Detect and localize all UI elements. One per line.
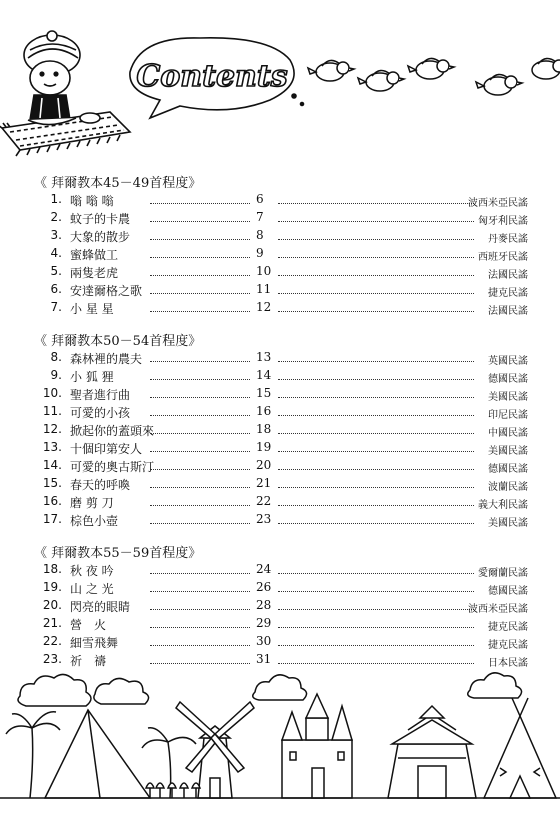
cloud-icon (253, 675, 307, 700)
item-number: 2. (50, 210, 62, 224)
item-number: 8. (50, 350, 62, 364)
toc-row (0, 580, 560, 598)
leader-dots (278, 591, 474, 592)
footer-illustration (0, 668, 560, 814)
bird-icon (358, 70, 404, 91)
toc-row (0, 228, 560, 246)
item-number: 1. (50, 192, 62, 206)
item-page: 21 (256, 476, 272, 490)
bird-icon (408, 58, 454, 79)
leader-dots (150, 505, 250, 506)
item-title: 棕色小壺 (70, 514, 119, 528)
item-title: 營 火 (70, 618, 107, 632)
item-origin: 西班牙民謠 (478, 252, 528, 263)
item-origin: 德國民謠 (488, 374, 528, 385)
toc-row (0, 422, 560, 440)
toc-row (0, 404, 560, 422)
leader-dots (150, 663, 250, 664)
item-origin: 德國民謠 (488, 464, 528, 475)
item-origin: 波西米亞民謠 (468, 198, 528, 209)
item-origin: 印尼民謠 (488, 410, 528, 421)
leader-dots (278, 469, 474, 470)
item-page: 30 (256, 634, 272, 648)
toc-row (0, 616, 560, 634)
toc-row (0, 368, 560, 386)
item-origin: 捷克民謠 (488, 288, 528, 299)
item-number: 4. (50, 246, 62, 260)
leader-dots (278, 397, 474, 398)
leader-dots (278, 451, 474, 452)
item-page: 23 (256, 512, 272, 526)
item-origin: 捷克民謠 (488, 622, 528, 633)
toc-row (0, 494, 560, 512)
leader-dots (278, 487, 474, 488)
item-page: 7 (256, 210, 264, 224)
bird-icon (532, 58, 560, 79)
item-page: 24 (256, 562, 272, 576)
item-title: 春天的呼喚 (70, 478, 131, 492)
leader-dots (150, 433, 250, 434)
toc-row (0, 300, 560, 318)
item-title: 嗡 嗡 嗡 (70, 194, 114, 208)
leader-dots (278, 275, 474, 276)
toc-row (0, 350, 560, 368)
teepee-icon (484, 698, 556, 798)
leader-dots (150, 487, 250, 488)
leader-dots (150, 523, 250, 524)
item-title: 細雪飛舞 (70, 636, 119, 650)
leader-dots (278, 505, 474, 506)
item-number: 22. (42, 634, 62, 648)
item-title: 大象的散步 (70, 230, 131, 244)
item-page: 10 (256, 264, 272, 278)
leader-dots (150, 361, 250, 362)
item-title: 山 之 光 (70, 582, 114, 596)
leader-dots (150, 221, 250, 222)
item-number: 17. (42, 512, 62, 526)
item-page: 19 (256, 440, 272, 454)
toc-row (0, 562, 560, 580)
item-origin: 波蘭民謠 (488, 482, 528, 493)
bird-icon (476, 74, 522, 95)
leader-dots (150, 293, 250, 294)
leader-dots (150, 311, 250, 312)
leader-dots (278, 361, 474, 362)
leader-dots (278, 645, 474, 646)
section-title: 《 拜爾教本45－49首程度》 (34, 176, 202, 191)
item-title: 聖者進行曲 (70, 388, 131, 402)
leader-dots (150, 573, 250, 574)
cloud-icon (94, 678, 149, 704)
section-title: 《 拜爾教本50－54首程度》 (34, 334, 202, 349)
item-title: 可愛的奧古斯汀 (70, 460, 155, 474)
item-origin: 愛爾蘭民謠 (478, 568, 528, 579)
item-origin: 中國民謠 (488, 428, 528, 439)
footer-art (0, 668, 560, 814)
leader-dots (150, 451, 250, 452)
item-page: 26 (256, 580, 272, 594)
item-title: 掀起你的蓋頭來 (70, 424, 155, 438)
item-title: 森林裡的農夫 (70, 352, 143, 366)
item-number: 15. (42, 476, 62, 490)
item-title: 磨 剪 刀 (70, 496, 114, 510)
item-page: 16 (256, 404, 272, 418)
item-page: 29 (256, 616, 272, 630)
item-page: 31 (256, 652, 272, 666)
leader-dots (278, 663, 474, 664)
item-page: 28 (256, 598, 272, 612)
leader-dots (278, 627, 474, 628)
item-number: 5. (50, 264, 62, 278)
item-title: 安達爾格之歌 (70, 284, 143, 298)
windmill-icon (176, 702, 254, 798)
leader-dots (150, 645, 250, 646)
item-number: 7. (50, 300, 62, 314)
item-origin: 捷克民謠 (488, 640, 528, 651)
item-number: 21. (42, 616, 62, 630)
item-page: 6 (256, 192, 264, 206)
item-number: 16. (42, 494, 62, 508)
item-number: 11. (42, 404, 62, 418)
item-page: 9 (256, 246, 264, 260)
toc-row (0, 192, 560, 210)
item-origin: 法國民謠 (488, 270, 528, 281)
item-origin: 丹麥民謠 (488, 234, 528, 245)
item-number: 12. (42, 422, 62, 436)
item-page: 12 (256, 300, 272, 314)
bird-icon (308, 60, 354, 81)
item-page: 15 (256, 386, 272, 400)
toc-row (0, 512, 560, 530)
toc-row (0, 440, 560, 458)
item-number: 3. (50, 228, 62, 242)
cloud-icon (468, 673, 522, 698)
leader-dots (150, 609, 250, 610)
item-title: 蚊子的卡農 (70, 212, 131, 226)
leader-dots (278, 433, 474, 434)
leader-dots (150, 239, 250, 240)
item-page: 8 (256, 228, 264, 242)
toc-row (0, 210, 560, 228)
item-origin: 美國民謠 (488, 446, 528, 457)
leader-dots (278, 239, 474, 240)
item-page: 18 (256, 422, 272, 436)
item-origin: 美國民謠 (488, 392, 528, 403)
leader-dots (278, 221, 474, 222)
item-number: 19. (42, 580, 62, 594)
leader-dots (150, 203, 250, 204)
item-origin: 匈牙利民謠 (478, 216, 528, 227)
item-page: 20 (256, 458, 272, 472)
item-title: 蜜蜂做工 (70, 248, 119, 262)
toc-row (0, 458, 560, 476)
memorial-hall-icon (388, 706, 476, 798)
item-origin: 義大利民謠 (478, 500, 528, 511)
item-page: 22 (256, 494, 272, 508)
tulip-flowers-icon (146, 783, 200, 798)
item-number: 23. (42, 652, 62, 666)
leader-dots (150, 379, 250, 380)
toc-row (0, 476, 560, 494)
item-title: 小 狐 狸 (70, 370, 114, 384)
leader-dots (278, 257, 474, 258)
item-title: 十個印第安人 (70, 442, 143, 456)
leader-dots (278, 523, 474, 524)
toc-row (0, 634, 560, 652)
leader-dots (150, 415, 250, 416)
item-title: 可愛的小孩 (70, 406, 131, 420)
leader-dots (278, 203, 474, 204)
castle-icon (282, 694, 352, 798)
item-page: 13 (256, 350, 272, 364)
toc-row (0, 282, 560, 300)
item-number: 14. (42, 458, 62, 472)
item-number: 10. (42, 386, 62, 400)
leader-dots (150, 275, 250, 276)
item-origin: 美國民謠 (488, 518, 528, 529)
leader-dots (150, 591, 250, 592)
leader-dots (278, 311, 474, 312)
item-title: 閃亮的眼睛 (70, 600, 131, 614)
item-number: 13. (42, 440, 62, 454)
section-title: 《 拜爾教本55－59首程度》 (34, 546, 202, 561)
item-number: 6. (50, 282, 62, 296)
item-origin: 德國民謠 (488, 586, 528, 597)
leader-dots (278, 609, 474, 610)
leader-dots (278, 293, 474, 294)
item-title: 兩隻老虎 (70, 266, 119, 280)
leader-dots (278, 415, 474, 416)
item-origin: 英國民謠 (488, 356, 528, 367)
toc-row (0, 386, 560, 404)
toc-row (0, 598, 560, 616)
leader-dots (150, 397, 250, 398)
header-art (0, 0, 560, 170)
item-number: 18. (42, 562, 62, 576)
item-page: 11 (256, 282, 272, 296)
cloud-icon (18, 674, 91, 706)
leader-dots (278, 573, 474, 574)
leader-dots (278, 379, 474, 380)
item-number: 9. (50, 368, 62, 382)
toc-row (0, 246, 560, 264)
item-origin: 日本民謠 (488, 658, 528, 669)
boy-with-turban-icon (24, 31, 100, 125)
item-title: 小 星 星 (70, 302, 114, 316)
leader-dots (150, 627, 250, 628)
item-title: 秋 夜 吟 (70, 564, 114, 578)
leader-dots (150, 469, 250, 470)
item-title: 祈 禱 (70, 654, 107, 668)
toc-row (0, 264, 560, 282)
item-origin: 波西米亞民謠 (468, 604, 528, 615)
item-number: 20. (42, 598, 62, 612)
item-origin: 法國民謠 (488, 306, 528, 317)
contents-logo: Contents (136, 59, 288, 94)
leader-dots (150, 257, 250, 258)
header-illustration (0, 0, 560, 170)
item-page: 14 (256, 368, 272, 382)
